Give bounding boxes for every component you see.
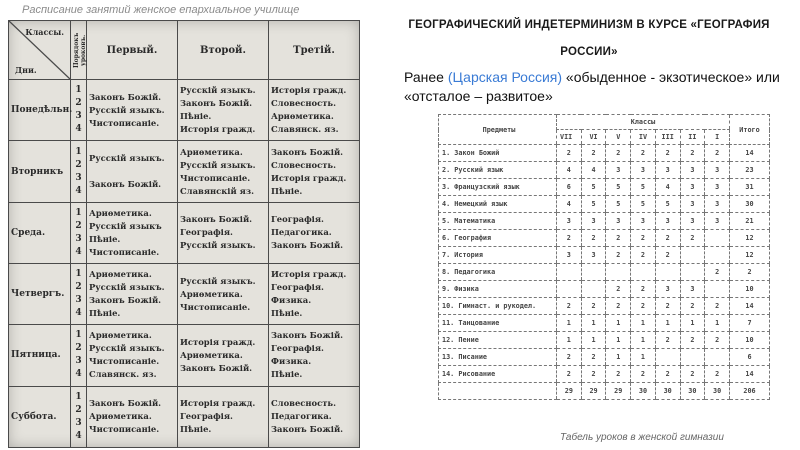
report-subject-row [439,247,770,264]
report-hours-cell: 2 [557,230,582,247]
report-hours-cell: 3 [606,213,631,230]
report-hours-cell: 2 [631,247,656,264]
report-hours-cell: 1 [705,315,730,332]
corner-classes-label: Классы. [25,27,64,37]
report-hours-cell: 2 [705,332,730,349]
schedule-class2-lessons: Исторія гражд. Ариѳметика. Законъ Божій. [178,325,269,386]
report-hours-cell: 5 [655,196,680,213]
report-hours-cell: 3 [581,247,606,264]
report-hours-cell: 1 [581,332,606,349]
report-subject-name: 12. Пение [439,332,557,349]
report-subject-name: 6. География [439,230,557,247]
schedule-class1-lessons: Законъ Божій. Ариѳметика. Чистописаніе. [87,386,178,447]
report-hours-cell: 1 [680,315,705,332]
report-class-col: IV [631,130,656,145]
report-hours-cell: 5 [581,179,606,196]
body-text-end: «обыденное - экзотическое» или «отсталое – развитое» [404,69,780,104]
report-row-total: 12 [730,247,770,264]
report-hours-cell: 2 [631,230,656,247]
report-subject-row [439,315,770,332]
report-hours-cell: 2 [680,332,705,349]
schedule-day-name: Суббота. [9,386,71,447]
report-row-total: 14 [730,298,770,315]
report-hours-cell: 2 [581,298,606,315]
report-hours-cell: 4 [557,162,582,179]
report-subject-row [439,196,770,213]
schedule-caption: Расписание занятий женское епархиальное училище [22,4,300,16]
report-row-total: 23 [730,162,770,179]
class-header-1: Первый. [87,21,178,80]
report-row-total: 14 [730,145,770,162]
schedule-day-row [9,202,360,263]
schedule-class2-lessons: Ариѳметика. Русскій языкъ. Чистописаніе. Славянскій яз. [178,141,269,202]
report-hours-cell: 3 [581,213,606,230]
report-hours-cell [705,230,730,247]
report-hours-cell [680,349,705,366]
report-class-total: 30 [680,383,705,400]
report-hours-cell: 3 [655,281,680,298]
schedule-class1-lessons: Русскій языкъ. Законъ Божій. [87,141,178,202]
report-hours-cell: 2 [581,349,606,366]
report-hours-cell: 3 [557,247,582,264]
report-subject-row [439,213,770,230]
report-hours-cell: 3 [705,196,730,213]
report-hours-cell: 2 [631,281,656,298]
report-hours-cell: 2 [557,349,582,366]
report-totals-label [439,383,557,400]
report-hours-cell: 2 [705,145,730,162]
report-hours-cell: 2 [705,298,730,315]
schedule-class2-lessons: Русскій языкъ. Законъ Божій. Пѣніе. Исторія гражд. [178,80,269,141]
report-subject-name: 3. Французский язык [439,179,557,196]
report-hours-cell: 2 [606,247,631,264]
schedule-class3-lessons: Исторія гражд. Географія. Физика. Пѣніе. [269,264,360,325]
report-hours-cell: 3 [631,213,656,230]
report-hours-cell [557,264,582,281]
report-hours-cell: 1 [581,315,606,332]
report-hours-cell: 3 [631,162,656,179]
report-subject-row [439,162,770,179]
report-subject-name: 13. Писание [439,349,557,366]
report-subject-name: 10. Гимнаст. и рукодел. [439,298,557,315]
report-hours-cell: 1 [557,315,582,332]
schedule-lesson-numbers: 1 2 3 4 [71,202,87,263]
report-hours-cell: 2 [631,298,656,315]
report-row-total: 31 [730,179,770,196]
report-hours-cell: 2 [581,145,606,162]
report-totals-row [439,383,770,400]
body-paragraph [404,68,796,106]
report-hours-cell: 1 [631,332,656,349]
schedule-scan-image [8,20,360,448]
report-hours-cell: 3 [655,213,680,230]
report-card-image [438,114,770,414]
order-header: Порядокъ уроковъ. [71,21,87,80]
schedule-lesson-numbers: 1 2 3 4 [71,264,87,325]
report-subject-row [439,349,770,366]
schedule-class3-lessons: Законъ Божій. Географія. Физика. Пѣніе. [269,325,360,386]
report-hours-cell: 2 [655,298,680,315]
report-subject-row [439,366,770,383]
report-hours-cell: 1 [606,315,631,332]
schedule-day-row [9,325,360,386]
report-hours-cell: 5 [631,196,656,213]
report-hours-cell: 2 [680,298,705,315]
report-hours-cell: 3 [680,179,705,196]
report-hours-cell [581,264,606,281]
schedule-class2-lessons: Законъ Божій. Географія. Русскій языкъ. [178,202,269,263]
report-class-col: VII [557,130,582,145]
report-class-col: II [680,130,705,145]
schedule-day-name: Четвергъ. [9,264,71,325]
report-hours-cell: 2 [557,366,582,383]
report-class-col: VI [581,130,606,145]
report-class-total: 29 [557,383,582,400]
report-hours-cell: 5 [581,196,606,213]
report-hours-cell [680,264,705,281]
report-subject-row [439,179,770,196]
report-row-total: 2 [730,264,770,281]
report-class-total: 30 [631,383,656,400]
report-hours-cell: 2 [557,145,582,162]
class-header-3: Третій. [269,21,360,80]
schedule-day-row [9,80,360,141]
schedule-class3-lessons: Географія. Педагогика. Законъ Божій. [269,202,360,263]
report-hours-cell: 3 [705,162,730,179]
report-header-row [439,115,770,130]
report-hours-cell: 3 [680,281,705,298]
report-caption: Табель уроков в женской гимназии [560,432,724,443]
report-subject-row [439,145,770,162]
report-hours-cell: 2 [655,230,680,247]
report-hours-cell: 3 [680,162,705,179]
report-hours-cell: 2 [606,298,631,315]
report-hours-cell: 2 [655,145,680,162]
report-subject-name: 4. Немецкий язык [439,196,557,213]
classes-header: Классы [557,115,730,130]
schedule-day-name: Вторникъ [9,141,71,202]
report-hours-cell: 2 [680,145,705,162]
report-subject-row [439,281,770,298]
report-hours-cell: 1 [557,332,582,349]
report-subject-name: 7. История [439,247,557,264]
report-row-total: 10 [730,281,770,298]
schedule-class3-lessons: Словесность. Педагогика. Законъ Божій. [269,386,360,447]
schedule-lesson-numbers: 1 2 3 4 [71,325,87,386]
report-hours-cell: 2 [680,230,705,247]
report-subject-name: 11. Танцование [439,315,557,332]
schedule-day-name: Понедѣльн. [9,80,71,141]
report-hours-cell: 3 [680,213,705,230]
schedule-class1-lessons: Ариѳметика. Русскій языкъ. Законъ Божій. Пѣніе. [87,264,178,325]
report-row-total: 30 [730,196,770,213]
report-subject-row [439,264,770,281]
report-hours-cell [606,264,631,281]
schedule-lesson-numbers: 1 2 3 4 [71,80,87,141]
report-subject-row [439,230,770,247]
class-header-2: Второй. [178,21,269,80]
total-header: Итого [730,115,770,145]
schedule-class3-lessons: Исторія гражд. Словесность. Ариѳметика. Славянск. яз. [269,80,360,141]
report-subject-row [439,332,770,349]
report-hours-cell: 1 [606,332,631,349]
report-hours-cell: 2 [581,230,606,247]
report-hours-cell: 4 [581,162,606,179]
report-hours-cell: 1 [606,349,631,366]
schedule-class1-lessons: Ариѳметика. Русскій языкъ. Чистописаніе. Славянск. яз. [87,325,178,386]
report-class-col: III [655,130,680,145]
report-hours-cell: 1 [655,315,680,332]
report-hours-cell: 2 [655,332,680,349]
report-hours-cell [680,247,705,264]
report-hours-cell: 2 [606,145,631,162]
report-subject-name: 5. Математика [439,213,557,230]
report-row-total: 14 [730,366,770,383]
report-row-total: 7 [730,315,770,332]
report-subject-name: 9. Физика [439,281,557,298]
schedule-corner-cell [9,21,71,80]
report-hours-cell: 4 [557,196,582,213]
report-hours-cell: 2 [606,366,631,383]
schedule-day-name: Пятница. [9,325,71,386]
report-hours-cell: 3 [557,213,582,230]
schedule-day-row [9,141,360,202]
report-hours-cell: 5 [631,179,656,196]
report-class-total: 29 [581,383,606,400]
report-hours-cell: 3 [705,179,730,196]
report-hours-cell: 2 [631,366,656,383]
report-hours-cell [631,264,656,281]
report-hours-cell: 4 [655,179,680,196]
report-hours-cell [581,281,606,298]
report-hours-cell [655,349,680,366]
report-hours-cell: 2 [680,366,705,383]
page-title: ГЕОГРАФИЧЕСКИЙ ИНДЕТЕРМИНИЗМ В КУРСЕ «ГЕОГРАФИЯ РОССИИ» [408,19,770,58]
report-hours-cell [557,281,582,298]
schedule-header-row [9,21,360,80]
report-subject-name: 8. Педагогика [439,264,557,281]
report-row-total: 6 [730,349,770,366]
report-hours-cell: 2 [581,366,606,383]
report-row-total: 12 [730,230,770,247]
schedule-class1-lessons: Ариѳметика. Русскій языкъ Пѣніе. Чистописаніе. [87,202,178,263]
subjects-header: Предметы [439,115,557,145]
report-hours-cell: 3 [705,213,730,230]
report-class-col: I [705,130,730,145]
schedule-class3-lessons: Законъ Божій. Словесность. Исторія гражд. Пѣніе. [269,141,360,202]
schedule-lesson-numbers: 1 2 3 4 [71,386,87,447]
report-hours-cell: 2 [606,230,631,247]
report-grand-total: 206 [730,383,770,400]
report-hours-cell: 5 [606,196,631,213]
report-hours-cell: 5 [606,179,631,196]
report-hours-cell: 2 [705,366,730,383]
corner-days-label: Дни. [15,65,37,76]
body-text-start: Ранее [404,69,448,85]
report-class-total: 30 [655,383,680,400]
report-hours-cell: 2 [655,366,680,383]
report-subject-name: 1. Закон Божий [439,145,557,162]
report-hours-cell: 2 [705,264,730,281]
report-class-total: 30 [705,383,730,400]
report-hours-cell: 3 [680,196,705,213]
report-hours-cell [705,247,730,264]
schedule-lesson-numbers: 1 2 3 4 [71,141,87,202]
report-hours-cell: 2 [655,247,680,264]
report-row-total: 21 [730,213,770,230]
report-class-total: 29 [606,383,631,400]
report-hours-cell [705,349,730,366]
report-hours-cell: 2 [631,145,656,162]
schedule-day-name: Среда. [9,202,71,263]
schedule-class2-lessons: Русскій языкъ. Ариѳметика. Чистописаніе. [178,264,269,325]
report-hours-cell: 2 [557,298,582,315]
schedule-class1-lessons: Законъ Божій. Русскій языкъ. Чистописаніе. [87,80,178,141]
report-subject-name: 14. Рисование [439,366,557,383]
schedule-class2-lessons: Исторія гражд. Географія. Пѣніе. [178,386,269,447]
report-class-col: V [606,130,631,145]
report-row-total: 10 [730,332,770,349]
body-highlight: (Царская Россия) [447,69,563,85]
report-subject-name: 2. Русский язык [439,162,557,179]
report-hours-cell: 6 [557,179,582,196]
report-hours-cell: 1 [631,349,656,366]
report-hours-cell [655,264,680,281]
schedule-day-row [9,264,360,325]
schedule-day-row [9,386,360,447]
report-hours-cell: 2 [606,281,631,298]
report-subject-row [439,298,770,315]
report-hours-cell [705,281,730,298]
report-hours-cell: 3 [606,162,631,179]
report-hours-cell: 1 [631,315,656,332]
report-hours-cell: 3 [655,162,680,179]
